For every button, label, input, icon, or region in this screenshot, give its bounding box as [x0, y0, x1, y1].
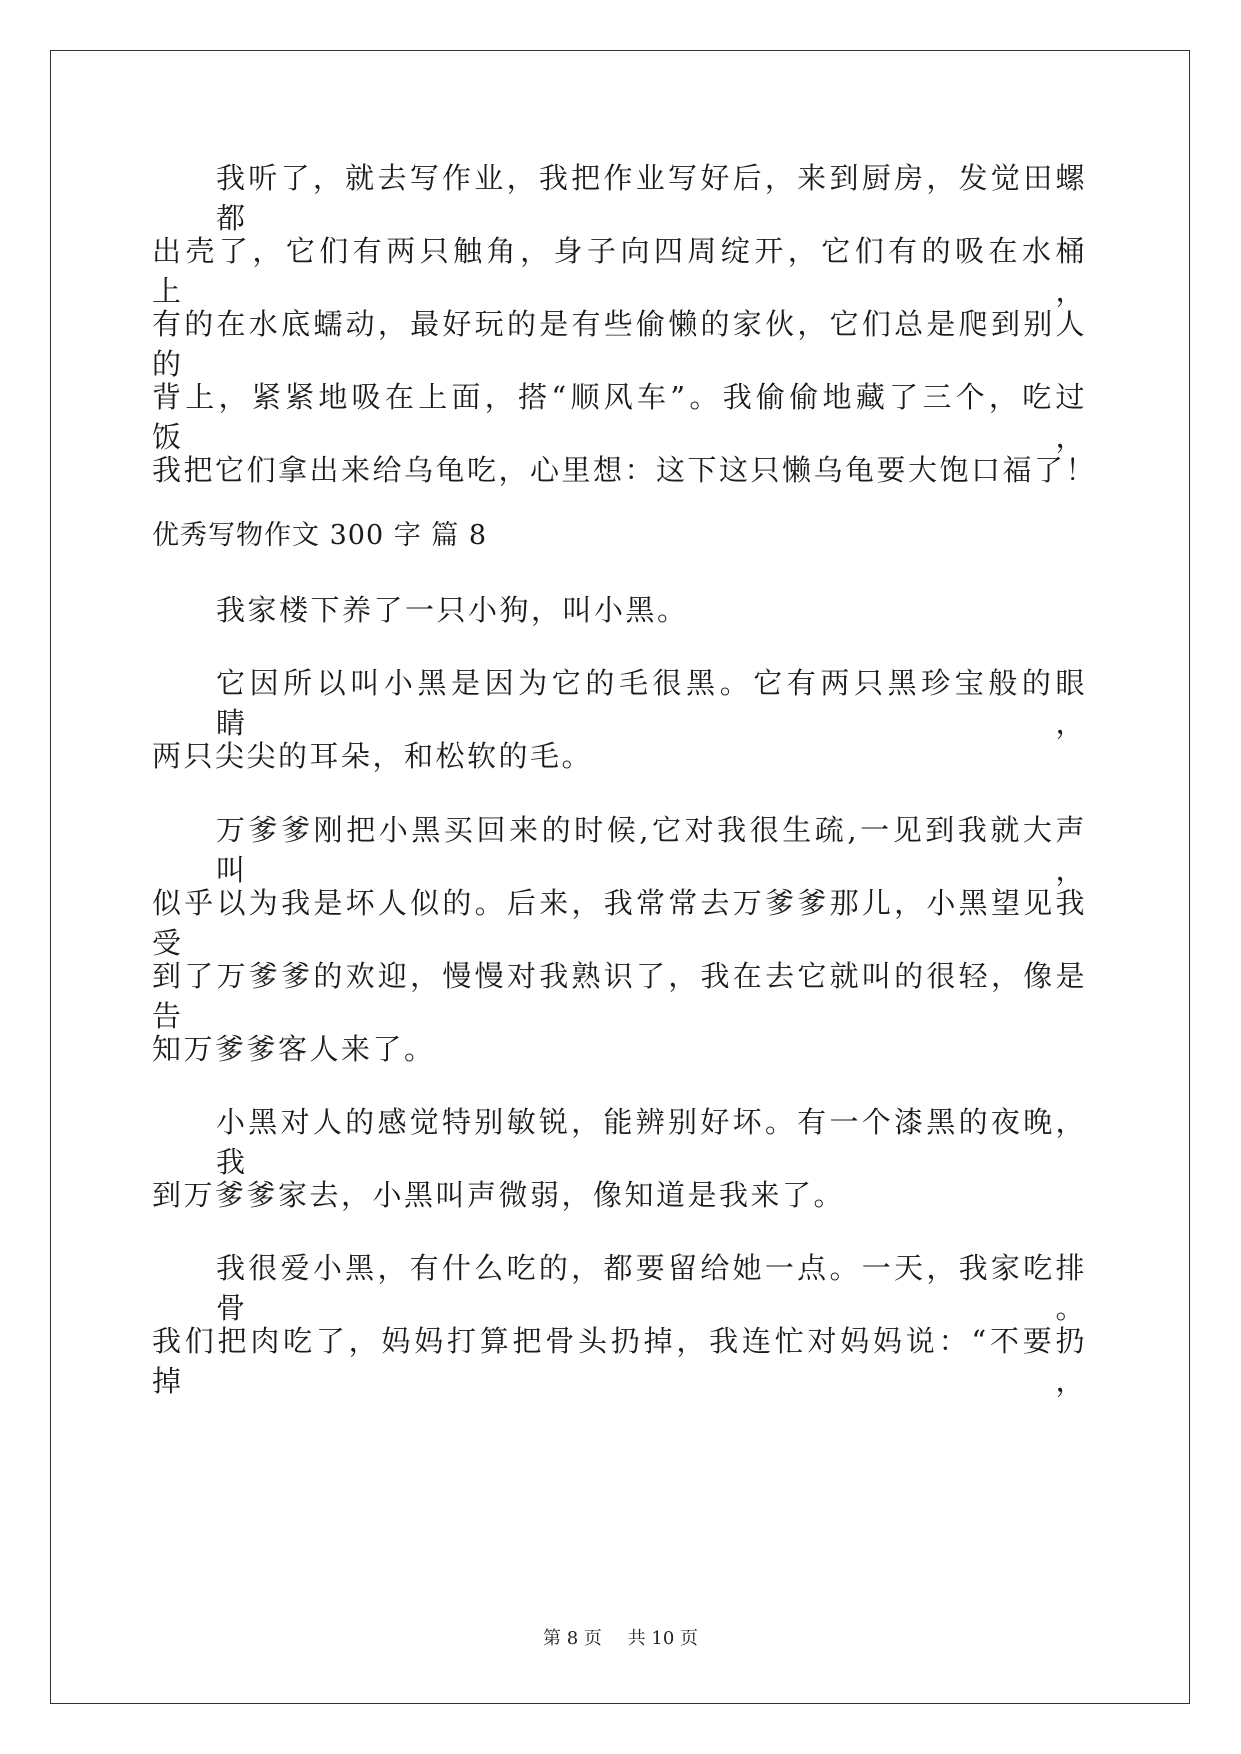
section-heading: 优秀写物作文 300 字 篇 8: [152, 520, 488, 551]
paragraph-line: 背上，紧紧地吸在上面，搭“顺风车”。我偷偷地藏了三个，吃过饭，: [152, 380, 1087, 454]
paragraph-line: 我们把肉吃了，妈妈打算把骨头扔掉，我连忙对妈妈说：“不要扔掉，: [152, 1324, 1087, 1398]
paragraph-line: 我听了，就去写作业，我把作业写好后，来到厨房，发觉田螺都: [216, 161, 1087, 235]
paragraph-line: 我家楼下养了一只小狗，叫小黑。: [216, 593, 689, 627]
paragraph-line: 两只尖尖的耳朵，和松软的毛。: [152, 739, 594, 773]
page-number: 第 8 页: [543, 1628, 602, 1649]
paragraph-line: 知万爹爹客人来了。: [152, 1032, 436, 1066]
paragraph-line: 有的在水底蠕动，最好玩的是有些偷懒的家伙，它们总是爬到别人的: [152, 307, 1087, 381]
paragraph-line: 出壳了，它们有两只触角，身子向四周绽开，它们有的吸在水桶上，: [152, 234, 1087, 308]
paragraph-line: 似乎以为我是坏人似的。后来，我常常去万爹爹那儿，小黑望见我受: [152, 886, 1087, 960]
page-total: 共 10 页: [627, 1628, 698, 1649]
paragraph-line: 小黑对人的感觉特别敏锐，能辨别好坏。有一个漆黑的夜晚，我: [216, 1105, 1087, 1179]
paragraph-line: 到了万爹爹的欢迎，慢慢对我熟识了，我在去它就叫的很轻，像是告: [152, 959, 1087, 1033]
paragraph-line: 我把它们拿出来给乌龟吃，心里想：这下这只懒乌龟要大饱口福了！: [152, 453, 1098, 487]
paragraph-line: 万爹爹刚把小黑买回来的时候,它对我很生疏,一见到我就大声叫，: [216, 813, 1087, 887]
paragraph-line: 我很爱小黑，有什么吃的，都要留给她一点。一天，我家吃排骨。: [216, 1251, 1087, 1325]
paragraph-line: 到万爹爹家去，小黑叫声微弱，像知道是我来了。: [152, 1178, 846, 1212]
page-footer: [0, 1627, 1241, 1651]
paragraph-line: 它因所以叫小黑是因为它的毛很黑。它有两只黑珍宝般的眼睛，: [216, 666, 1087, 740]
